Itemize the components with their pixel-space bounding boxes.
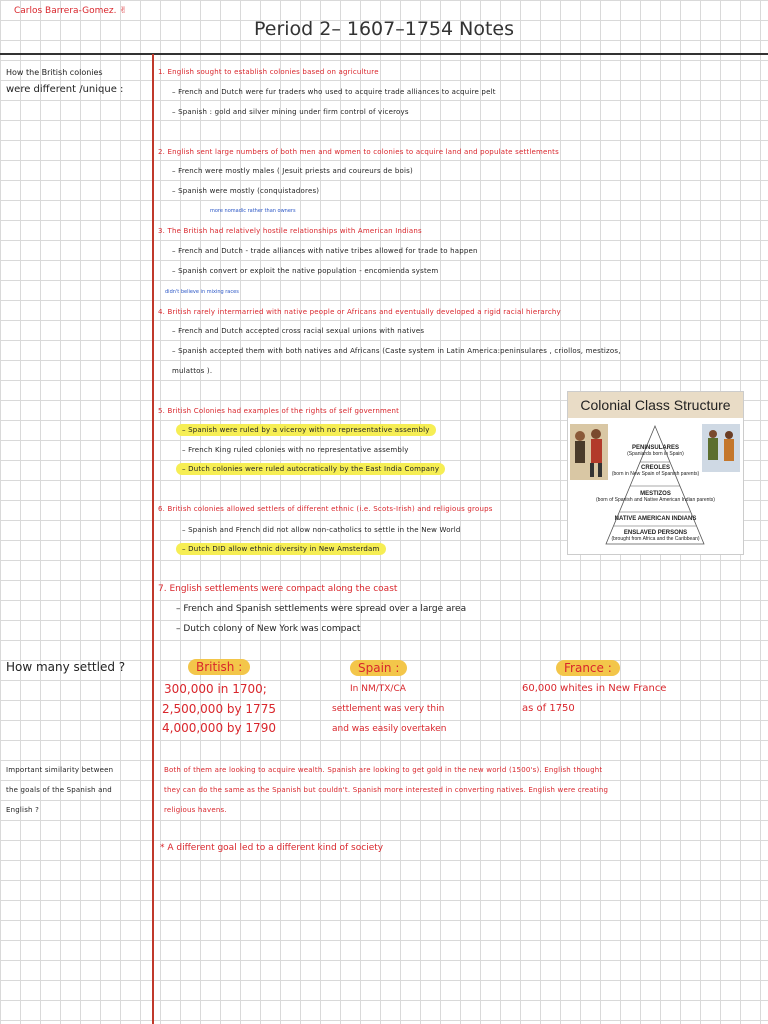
british-line-2: 2,500,000 by 1775 <box>162 702 276 716</box>
point-5-b: – French King ruled colonies with no representative assembly <box>182 446 409 454</box>
point-1-heading: 1. English sought to establish colonies based on agriculture <box>158 68 379 76</box>
point-2-heading: 2. English sent large numbers of both men and women to colonies to acquire land and populate settlements <box>158 148 559 156</box>
page-title: Period 2– 1607–1754 Notes <box>253 18 515 40</box>
point-7-b: – Dutch colony of New York was compact <box>176 624 361 634</box>
tier-mestizos: MESTIZOS (born of Spanish and Native American Indian parents) <box>596 491 715 503</box>
spain-label: Spain : <box>350 660 407 676</box>
colonial-class-structure-image <box>567 391 744 555</box>
point-5-c: – Dutch colonies were ruled autocratically by the East India Company <box>176 463 445 475</box>
point-4-c: mulattos ). <box>172 367 213 375</box>
answer-3-line-3: religious havens. <box>164 806 227 814</box>
question-1-line-1: How the British colonies <box>6 68 103 77</box>
figure-title: Colonial Class Structure <box>568 392 743 418</box>
point-3-note: didn't believe in mixing races <box>165 289 239 295</box>
point-1-b: – Spanish : gold and silver mining under firm control of viceroys <box>172 108 409 116</box>
answer-3-conclusion: * A different goal led to a different kind of society <box>160 843 384 853</box>
answer-3-line-1: Both of them are looking to acquire wealth. Spanish are looking to get gold in the new world (1500's). English thought <box>164 766 603 774</box>
point-6-b: – Dutch DID allow ethnic diversity in New Amsterdam <box>176 543 386 555</box>
british-line-3: 4,000,000 by 1790 <box>162 721 276 735</box>
point-3-heading: 3. The British had relatively hostile relationships with American Indians <box>158 227 422 235</box>
point-2-note: more nomadic rather than owners <box>210 208 296 214</box>
spain-line-3: and was easily overtaken <box>332 724 447 734</box>
point-1-a: – French and Dutch were fur traders who used to acquire trade alliances to acquire pelt <box>172 88 496 96</box>
point-2-a: – French were mostly males ( Jesuit priests and coureurs de bois) <box>172 167 413 175</box>
spain-line-1: In NM/TX/CA <box>350 684 406 694</box>
tier-creoles: CREOLES (born in New Spain of Spanish parents) <box>611 465 700 477</box>
france-line-1: 60,000 whites in New France <box>522 683 667 694</box>
question-3-line-2: the goals of the Spanish and <box>6 786 112 794</box>
tier-peninsulares: PENINSULARES (Spaniards born in Spain) <box>627 445 684 457</box>
point-3-a: – French and Dutch - trade alliances with native tribes allowed for trade to happen <box>172 247 478 255</box>
point-7-a: – French and Spanish settlements were spread over a large area <box>176 604 467 614</box>
point-2-b: – Spanish were mostly (conquistadores) <box>172 187 320 195</box>
point-3-b: – Spanish convert or exploit the native population - encomienda system <box>172 267 439 275</box>
question-1-line-2: were different /unique : <box>6 84 124 95</box>
british-line-1: 300,000 in 1700; <box>164 682 267 696</box>
point-5-a: – Spanish were ruled by a viceroy with no representative assembly <box>176 424 436 436</box>
point-6-heading: 6. British colonies allowed settlers of different ethnic (i.e. Scots-Irish) and religious groups <box>158 505 493 513</box>
british-label: British : <box>188 659 250 675</box>
point-6-a: – Spanish and French did not allow non-catholics to settle in the New World <box>182 526 461 534</box>
margin-line <box>152 54 154 1024</box>
author-name: Carlos Barrera-Gomez. ✌ <box>14 6 127 16</box>
tier-native-american-indians: NATIVE AMERICAN INDIANS <box>614 516 697 522</box>
tier-enslaved-persons: ENSLAVED PERSONS (brought from Africa and the Caribbean) <box>611 530 700 542</box>
point-4-b: – Spanish accepted them with both natives and Africans (Caste system in Latin America:peninsulares , criollos, mestizos, <box>172 347 621 355</box>
spain-line-2: settlement was very thin <box>332 704 445 714</box>
point-4-heading: 4. British rarely intermarried with native people or Africans and eventually developed a rigid racial hierarchy <box>158 308 561 316</box>
point-7-heading: 7. English settlements were compact along the coast <box>158 584 398 594</box>
france-label: France : <box>556 660 620 676</box>
point-5-heading: 5. British Colonies had examples of the rights of self government <box>158 407 400 415</box>
question-2: How many settled ? <box>6 660 126 674</box>
header-divider <box>0 53 768 55</box>
answer-3-line-2: they can do the same as the Spanish but couldn't. Spanish more interested in converting natives. English were creating <box>164 786 609 794</box>
question-3-line-3: English ? <box>6 806 40 814</box>
france-line-2: as of 1750 <box>522 703 575 714</box>
point-4-a: – French and Dutch accepted cross racial sexual unions with natives <box>172 327 425 335</box>
question-3-line-1: Important similarity between <box>6 766 114 774</box>
